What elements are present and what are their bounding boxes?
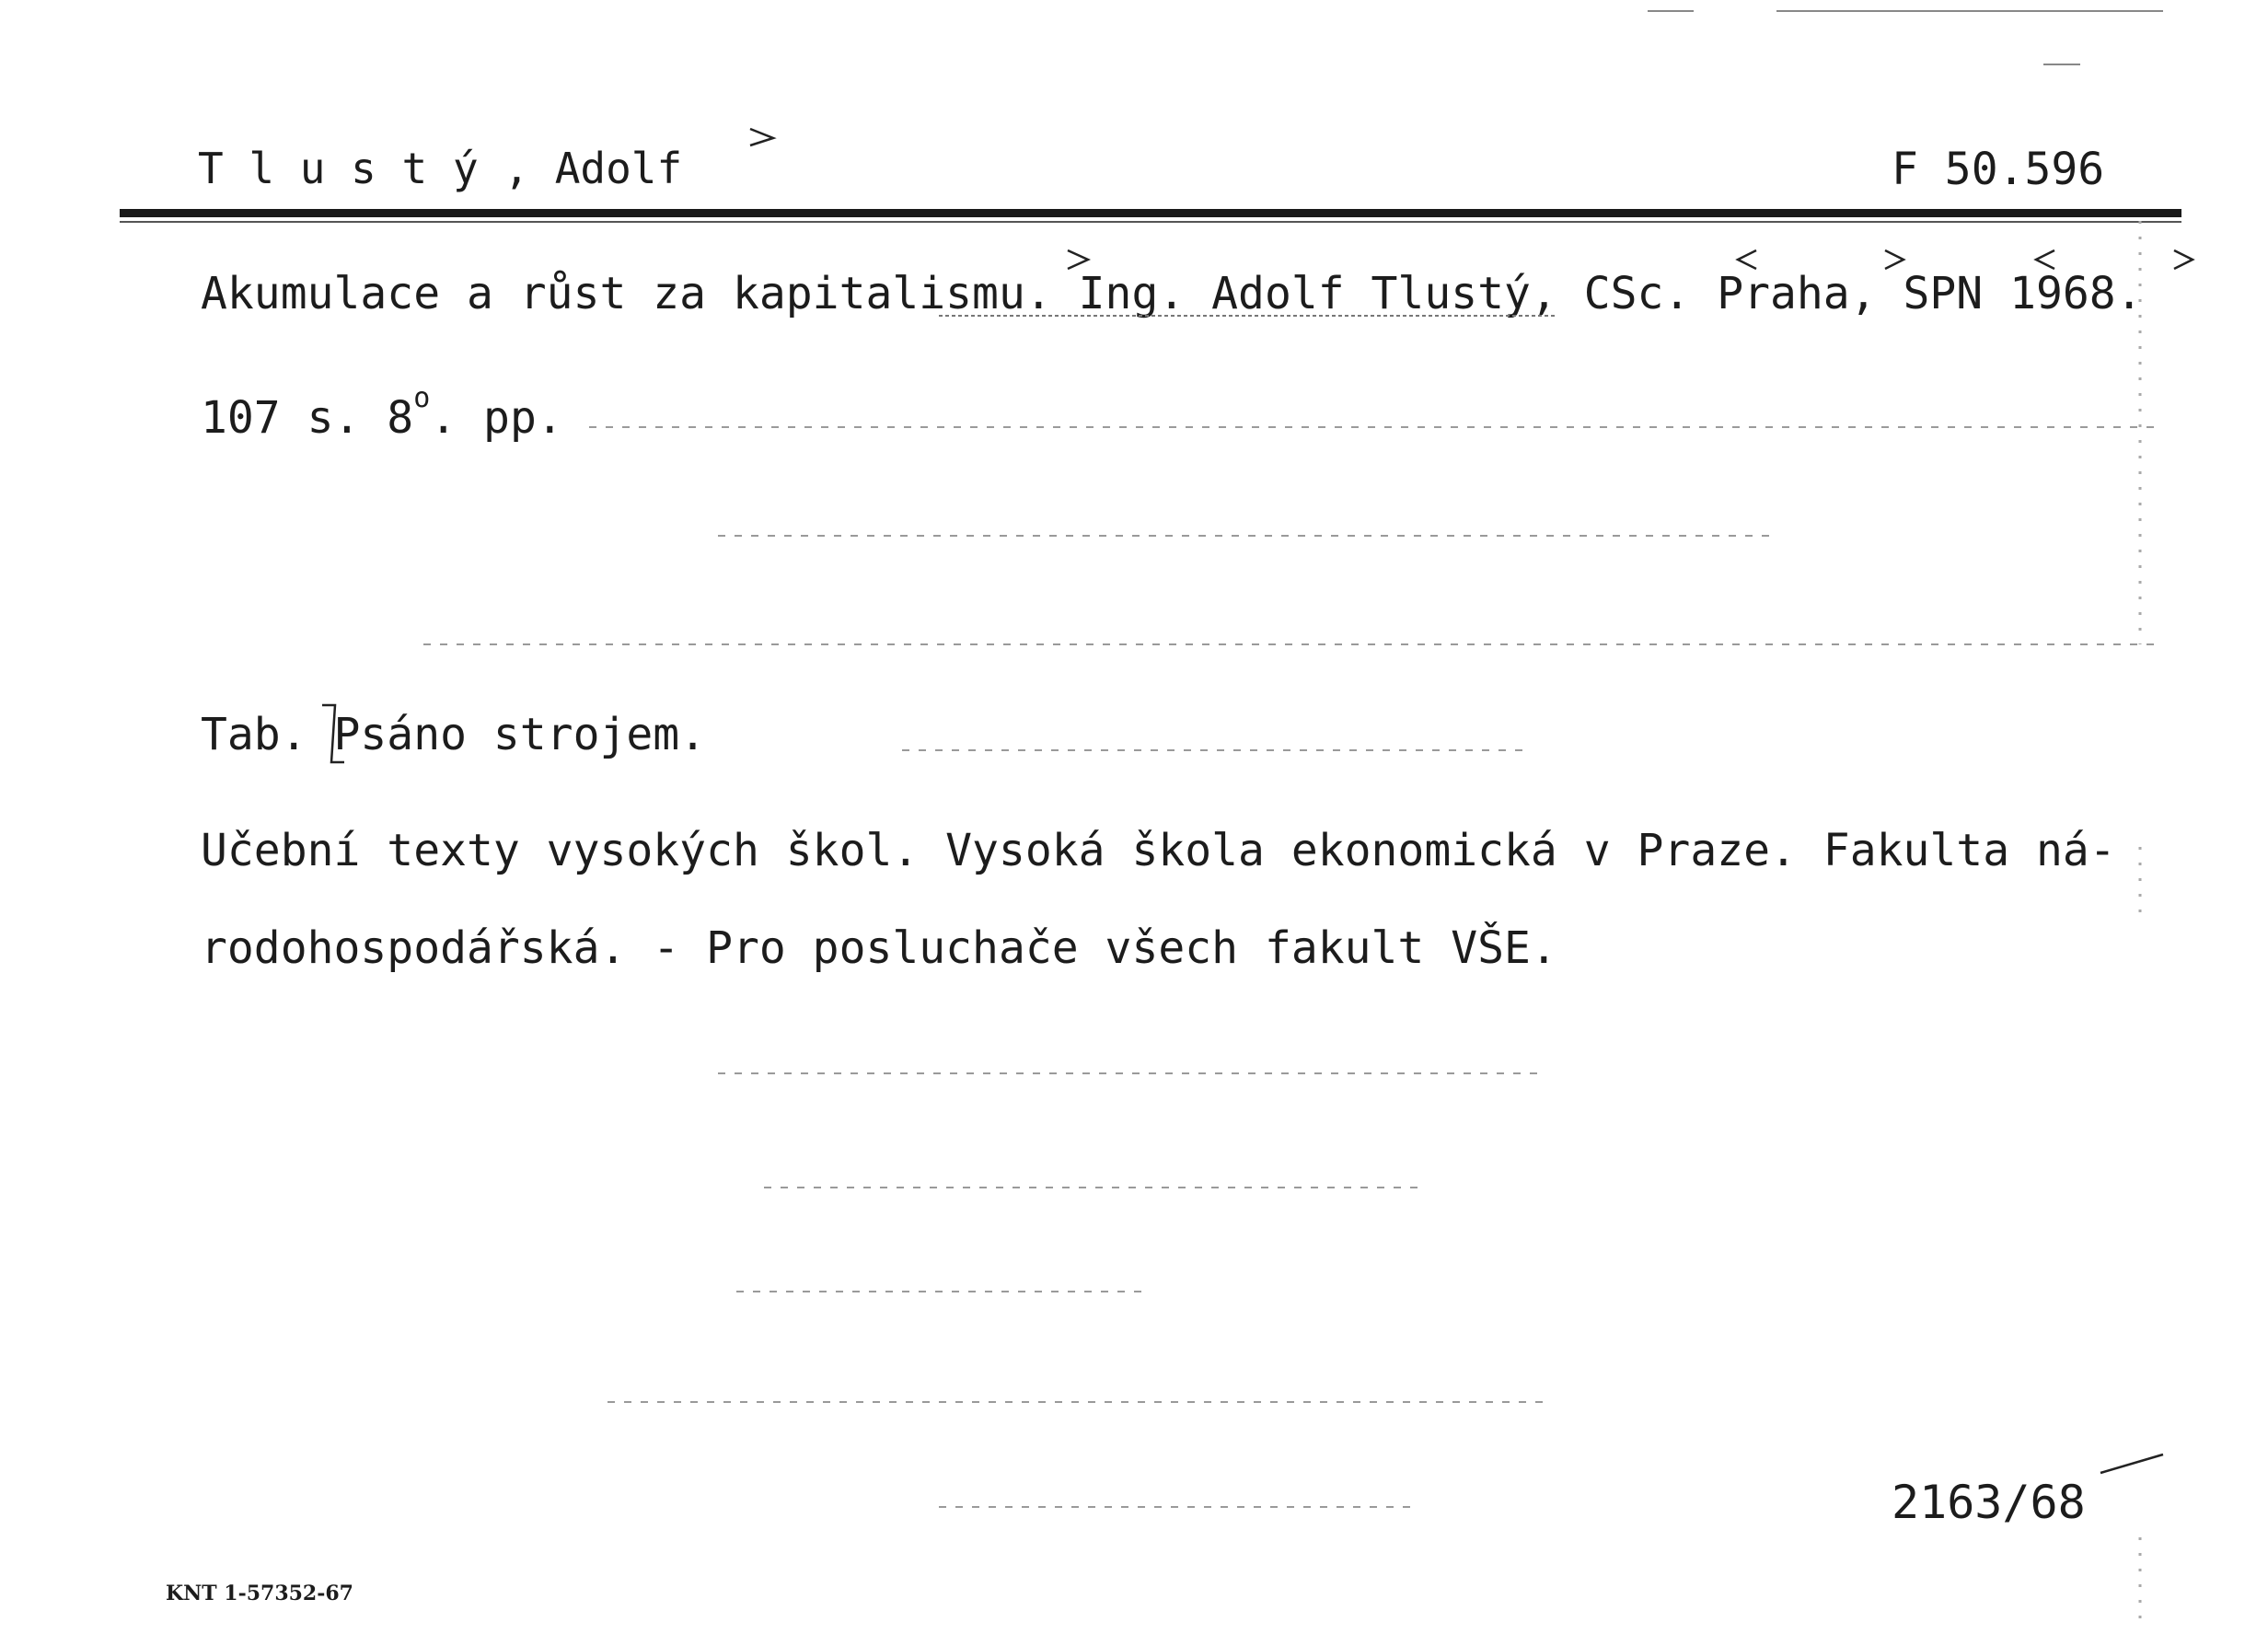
title-statement: Akumulace a růst za kapitalismu. Ing. Adolf Tlustý, CSc. Praha, SPN 1968. (201, 268, 2143, 319)
series-note-line-2: rodohospodářská. - Pro posluchače všech fakult VŠE. (201, 922, 1557, 974)
printer-code: KNT 1-57352-67 (166, 1582, 353, 1605)
collation-degree: o (413, 382, 431, 414)
pencil-chevron (2174, 250, 2193, 269)
pencil-chevron (1885, 250, 1904, 269)
pencil-chevron (2036, 250, 2054, 269)
pencil-tick (2100, 1454, 2163, 1473)
collation-rest: . pp. (430, 392, 563, 444)
pencil-chevron (1738, 250, 1756, 269)
author-heading: T l u s t ý , Adolf (198, 144, 683, 193)
collation-pages: 107 s. 8 (201, 392, 414, 444)
notes: Tab. Psáno strojem. (201, 709, 707, 760)
call-number: F 50.596 (1892, 144, 2105, 195)
pencil-bracket (322, 705, 344, 762)
series-note-line-1: Učební texty vysokých škol. Vysoká škola ekonomická v Praze. Fakulta ná- (201, 825, 2116, 876)
pencil-chevron (750, 129, 773, 145)
pencil-chevron (1068, 250, 1088, 269)
accession-number: 2163/68 (1892, 1476, 2086, 1529)
